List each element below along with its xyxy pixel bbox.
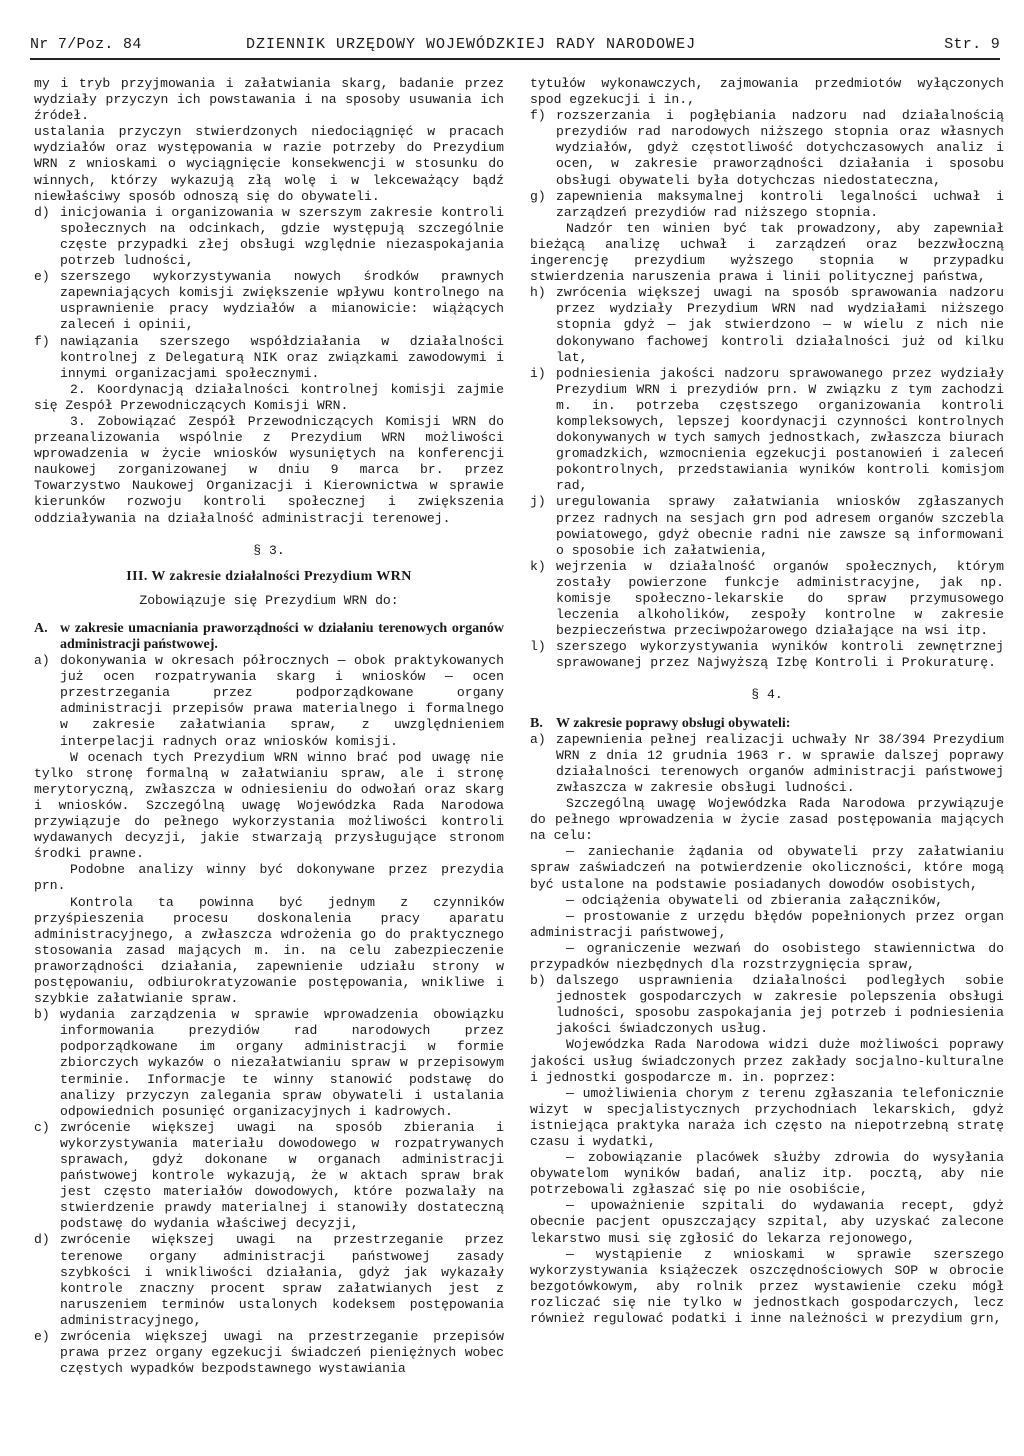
section-mark: § 4.: [751, 687, 783, 703]
subsection-title: w zakresie umacniania praworządności w działaniu terenowych organów administracji państwowej.: [60, 620, 504, 652]
item-text: zwrócenia większej uwagi na przestrzeganie przepisów prawa przez organy egzekucji świadczeń pieniężnych wobec częstych wypadków bezpodstawnego wystawiania: [60, 1329, 504, 1377]
item-marker: f): [34, 333, 50, 349]
item-marker: k): [530, 558, 546, 574]
item-text: szerszego wykorzystywania wyników kontroli zewnętrznej sprawowanej przez Najwyższą Izbę Kontroli i Prokuraturę.: [556, 639, 1004, 671]
item-marker: i): [530, 365, 546, 381]
list-item-h: [530, 285, 1004, 365]
item-marker: A.: [34, 620, 48, 636]
page-header: [30, 34, 1000, 60]
paragraph: 2. Koordynacją działalności kontrolnej komisji zajmie się Zespół Przewodniczących Komisji WRN.: [34, 381, 504, 413]
section-heading: III. W zakresie działalności Prezydium WRN: [126, 568, 412, 584]
item-text: wydania zarządzenia w sprawie wprowadzenia obowiązku informowania prezydiów rad narodowych przez podporządkowane im organy administracji w formie zbiorczych wykazów o niezałatwianiu spraw w przepisowym terminie. Informacje te winny stanowić podstawę do analizy przyczyn zalegania spraw obywateli i ustalania odpowiednich posunięć organizacyjnych i kadrowych.: [60, 1007, 504, 1119]
item-text: wejrzenia w działalność organów społecznych, którym zostały powierzone funkcje administracyjne, jak np. komisje społeczno-lekarskie do spraw przymusowego leczenia alkoholików, zespoły kontrolne w zakresie bezpieczeństwa przeciwpożarowego działające na wsi itp.: [556, 558, 1004, 639]
item-text: dokonywania w okresach półrocznych — obok praktykowanych już ocen rozpatrywania skarg i wniosków — ocen przestrzegania przez podporządkowane organy administracji przepisów prawa materialnego i formalnego w zakresie załatwiania spraw, z uwzględnieniem interpelacji radnych oraz wniosków komisji.: [60, 653, 504, 749]
list-item-e: [34, 1329, 504, 1377]
list-item-a: [34, 653, 504, 750]
list-item-b: [530, 973, 1004, 1037]
dash-item: — prostowanie z urzędu błędów popełnionych przez organ administracji państwowej,: [530, 908, 1004, 940]
dash-item: — umożliwienia chorym z terenu zgłaszania telefonicznie wizyt w specjalistycznych przychodniach lekarskich, gdyż istniejąca praktyka naraża ich często na niepotrzebną stratę czasu i wydatki,: [530, 1085, 1004, 1149]
list-item-g: [530, 189, 1004, 221]
list-item-d: [34, 205, 504, 269]
paragraph: Kontrola ta powinna być jednym z czynników przyśpieszenia procesu doskonalenia pracy aparatu administracyjnego, a zwłaszcza wdrożenia go do praktycznego stosowania zasad mających m. in. na celu zabezpieczenie praworządności działania, zapewnienie udziału strony w postępowaniu, odbiurokratyzowanie postępowania, wnikliwe i szybkie załatwianie spraw.: [34, 894, 504, 1007]
item-text: zwrócenie większej uwagi na przestrzeganie przez terenowe organy administracji państwowej zasady szybkości i wnikliwości działania, gdyż jak wykazały kontrole znaczny procent spraw załatwianych jest z naruszeniem terminów ustalonych kodeksem postępowania administracyjnego,: [60, 1232, 504, 1328]
item-marker: d): [34, 1232, 50, 1248]
subsection-a: [34, 621, 504, 653]
list-item-a: [530, 732, 1004, 796]
item-marker: a): [530, 731, 546, 747]
list-item-k: [530, 559, 1004, 639]
item-marker: b): [530, 973, 546, 989]
dash-item: — zobowiązanie placówek służby zdrowia do wysyłania obywatelom wyników badań, analiz itp. pocztą, aby nie potrzebowali zgłaszać się po nie osobiście,: [530, 1150, 1004, 1198]
item-marker: e): [34, 1329, 50, 1345]
item-marker: f): [530, 108, 546, 124]
paragraph: Nadzór ten winien być tak prowadzony, aby zapewniał bieżącą analizę uchwał i zarządzeń oraz bezzwłoczną ingerencję prezydium wyższego stopnia w przypadku stwierdzenia naruszenia prawa i linii politycznej państwa,: [530, 220, 1004, 285]
list-item-i: [530, 366, 1004, 495]
list-item-l: [530, 639, 1004, 671]
paragraph: W ocenach tych Prezydium WRN winno brać pod uwagę nie tylko stronę formalną w załatwianiu spraw, ale i stronę merytoryczną, zwłaszcza w odniesieniu do odwołań oraz skarg i wniosków. Szczególną uwagę Wojewódzka Rada Narodowa przywiązuje do pełnego wykorzystania możliwości kontroli wydawanych decyzji, jakie stwarzają przysługujące stronom środki prawne.: [34, 749, 504, 862]
item-marker: B.: [530, 715, 543, 731]
item-text: nawiązania szerszego współdziałania w działalności kontrolnej z Delegaturą NIK oraz związkami zawodowymi i innymi organizacjami społecznymi.: [60, 333, 504, 381]
subsection-title: W zakresie poprawy obsługi obywateli:: [556, 715, 791, 731]
paragraph: Podobne analizy winny być dokonywane przez prezydia prn.: [34, 862, 504, 894]
dash-item: — wystąpienie z wnioskami w sprawie szerszego wykorzystywania książeczek oszczędnościowych SOP w obrocie bezgotówkowym, aby rolnik przez wystawienie czeku mógł rozliczać się nie tylko w jednostkach gospodarczych, lecz również regulować podatki i inne należności w prezydium grn,: [530, 1246, 1004, 1327]
item-text: zwrócenia większej uwagi na sposób sprawowania nadzoru przez wydziały Prezydium WRN nad wydziałami niższego stopnia gdyż — jak stwierdzono — w wielu z nich nie dokonywano fachowej kontroli działalności już od kilku lat,: [556, 285, 1004, 365]
dash-item: — zaniechanie żądania od obywateli przy załatwianiu spraw zaświadczeń na potwierdzenie okoliczności, które mogą być ustalone na podstawie posiadanych dowodów osobistych,: [530, 844, 1004, 892]
item-text: zwrócenie większej uwagi na sposób zbierania i wykorzystywania materiału dowodowego w rozpatrywanych sprawach, gdyż dokonane w organach administracji państwowej kontrole wykazują, że w aktach spraw brak jest często materiałów dowodowych, które pozwalały na stwierdzenie prawdy materialnej i stanowiły dostateczną podstawę do wydania właściwej decyzji,: [60, 1119, 504, 1232]
item-marker: j): [530, 494, 546, 510]
left-column: [34, 76, 504, 1377]
list-item-j: [530, 494, 1004, 558]
item-text: inicjowania i organizowania w szerszym zakresie kontroli społecznych na odcinkach, gdzie występują szczególnie częste przypadki złej obsługi względnie niezaspokajania potrzeb ludności,: [60, 204, 504, 269]
paragraph: 3. Zobowiązać Zespół Przewodniczących Komisji WRN do przeanalizowania wspólnie z Prezydium WRN możliwości wprowadzenia w życie wniosków wysuniętych na konferencji naukowej zorganizowanej w dniu 9 marca br. przez Towarzystwo Naukowej Organizacji i Kierownictwa w sprawie kierunków rozwoju kontroli społecznej i zwiększenia oddziaływania na działalność administracji terenowej.: [34, 413, 504, 526]
item-text: podniesienia jakości nadzoru sprawowanego przez wydziały Prezydium WRN i prezydiów prn. W związku z tym zachodzi m. in. potrzeba częstszego organizowania kontroli kompleksowych, lepszej koordynacji czynności kontrolnych dokonywanych w tych samych jednostkach, zwłaszcza biurach gromadzkich, wzmocnienia egzekucji postanowień i zaleceń pokontrolnych, przedstawiania wyników kontroli komisjom rad,: [556, 365, 1004, 494]
dash-item: — upoważnienie szpitali do wydawania recept, gdyż obecnie pacjent opuszczający szpital, aby uzyskać zalecone lekarstwo musi się zgłosić do lekarza rejonowego,: [530, 1198, 1004, 1246]
journal-title: DZIENNIK URZĘDOWY WOJEWÓDZKIEJ RADY NARODOWEJ: [246, 36, 697, 53]
item-marker: b): [34, 1007, 50, 1023]
item-marker: d): [34, 204, 50, 220]
list-item-f: [530, 108, 1004, 188]
paragraph: ustalania przyczyn stwierdzonych niedociągnięć w pracach wydziałów oraz występowania w razie potrzeby do Prezydium WRN z wnioskami o wyciągnięcie konsekwencji w stosunku do winnych, którzy wykazują złą wolę i w lekceważący bądź niewłaściwy sposób odnoszą się do obywateli.: [34, 124, 504, 204]
item-marker: l): [530, 639, 546, 655]
item-text: uregulowania sprawy załatwiania wniosków zgłaszanych przez radnych na sesjach grn pod adresem organów szczebla powiatowego, gdyż obecnie radni nie zawsze są informowani o sposobie ich załatwienia,: [556, 494, 1004, 558]
section-mark: § 3.: [253, 542, 285, 558]
paragraph: my i tryb przyjmowania i załatwiania skarg, badanie przez wydziały przyczyn ich powstawania i na sposoby usuwania ich źródeł.: [34, 76, 504, 124]
item-marker: h): [530, 285, 546, 301]
list-item-b: [34, 1007, 504, 1120]
paragraph: tytułów wykonawczych, zajmowania przedmiotów wyłączonych spod egzekucji i in.,: [530, 76, 1004, 108]
list-item-d: [34, 1232, 504, 1329]
dash-item: — ograniczenie wezwań do osobistego stawiennictwa do przypadków niezbędnych dla rozstrzygnięcia spraw,: [530, 940, 1004, 972]
item-text: szerszego wykorzystywania nowych środków prawnych zapewniających komisji zwiększenie wpływu kontrolnego na usprawnienie pracy wydziałów a mianowicie: wiążących zaleceń i opinii,: [60, 269, 504, 333]
item-text: zapewnienia pełnej realizacji uchwały Nr 38/394 Prezydium WRN z dnia 12 grudnia 1963 r. w sprawie dalszej poprawy działalności terenowych organów administracji państwowej zwłaszcza w zakresie obsługi ludności.: [556, 731, 1004, 795]
item-text: zapewnienia maksymalnej kontroli legalności uchwał i zarządzeń prezydiów rad niższego stopnia.: [556, 188, 1004, 220]
paragraph: Szczególną uwagę Wojewódzka Rada Narodowa przywiązuje do pełnego wprowadzenia w życie zasad postępowania mających na celu:: [530, 796, 1004, 844]
item-marker: e): [34, 269, 50, 285]
list-item-e: [34, 269, 504, 333]
right-column: [530, 76, 1004, 1327]
paragraph: Wojewódzka Rada Narodowa widzi duże możliwości poprawy jakości usług świadczonych przez zakłady socjalno-kulturalne i jednostki gospodarcze m. in. poprzez:: [530, 1037, 1004, 1085]
item-text: dalszego usprawnienia działalności podległych sobie jednostek gospodarczych w zakresie polepszenia obsługi ludności, sposobu zaspokajania jej potrzeb i podniesienia jakości świadczonych usług.: [556, 973, 1004, 1037]
list-item-c: [34, 1120, 504, 1233]
item-marker: g): [530, 188, 546, 204]
dash-item: — odciążenia obywateli od zbierania załączników,: [566, 892, 944, 908]
obligation-line: Zobowiązuje się Prezydium WRN do:: [139, 592, 399, 608]
item-text: rozszerzania i pogłębiania nadzoru nad działalnością prezydiów rad narodowych niższego stopnia oraz własnych wydziałów, gdyż częstotliwość dotychczasowych analiz i ocen, w zakresie praworządności działania i sposobu obsługi obywateli była dotychczas niedostateczna,: [556, 108, 1004, 188]
list-item-f: [34, 334, 504, 382]
item-marker: c): [34, 1119, 50, 1135]
subsection-b: [530, 716, 1004, 732]
item-marker: a): [34, 653, 50, 669]
issue-reference: Nr 7/Poz. 84: [30, 36, 142, 53]
page-number: Str. 9: [944, 36, 1000, 53]
